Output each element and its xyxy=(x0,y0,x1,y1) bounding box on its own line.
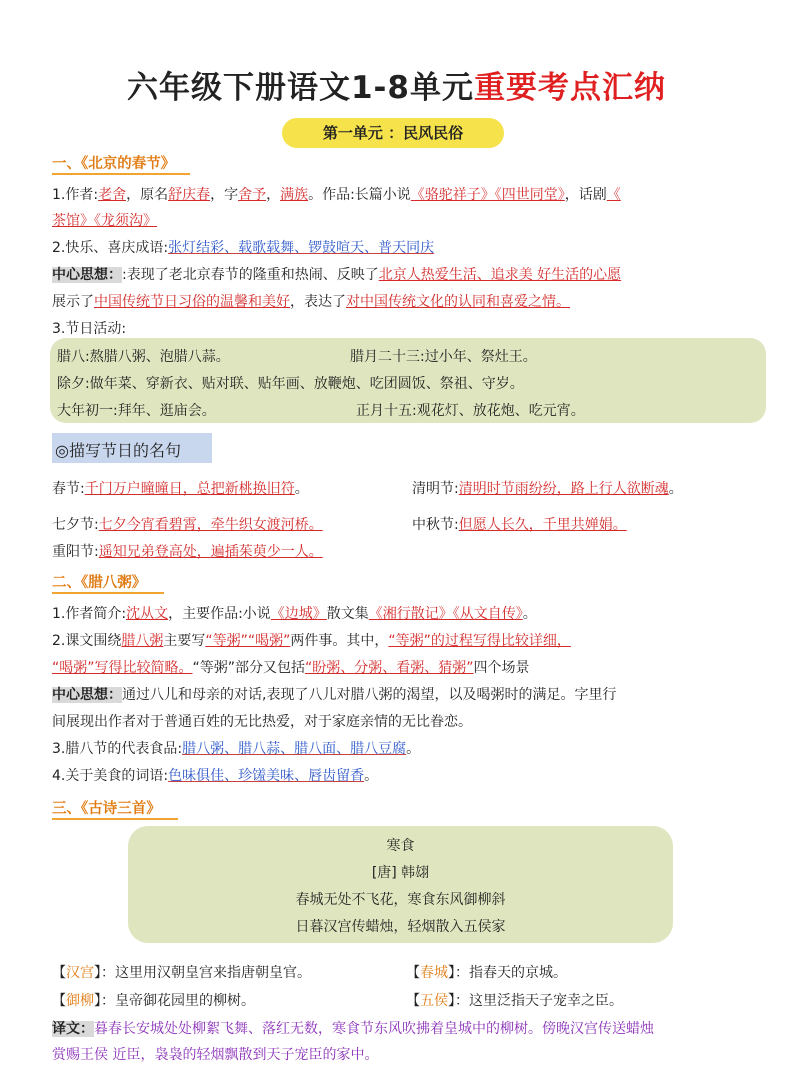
unit-badge: 第一单元 ：民风民俗 xyxy=(282,118,504,148)
activity-yuanxiao: 正月十五:观花灯、放花炮、吃元宵。 xyxy=(356,403,585,419)
s1-line3: 2.快乐、喜庆成语:张灯结彩、载歌载舞、锣鼓喧天、普天同庆 xyxy=(52,240,435,256)
s2-line2: 2.课文围绕腊八粥主要写“等粥”“喝粥”两件事。其中，“等粥”的过程写得比较详细， xyxy=(52,633,571,649)
quotes-heading: ◎描写节日的名句 xyxy=(55,441,181,460)
quote-qingming: 清明节:清明时节雨纷纷，路上行人欲断魂。 xyxy=(412,481,683,497)
poem-line: 春城无处不飞花，寒食东风御柳斜 xyxy=(295,892,506,908)
s1-line1: 1.作者:老舍，原名舒庆春，字舍予，满族。作品:长篇小说《骆驼祥子》《四世同堂》，话剧《 xyxy=(52,187,621,203)
s1-line2: 茶馆》《龙须沟》 xyxy=(52,213,157,229)
note-wuhou: 【五侯】：这里泛指天子宠幸之臣。 xyxy=(406,993,623,1009)
note-yuliu: 【御柳】：皇帝御花园里的柳树。 xyxy=(52,993,255,1009)
s2-line7: 4.关于美食的词语:色味俱佳、珍馐美味、唇齿留香。 xyxy=(52,768,379,784)
s2-line5: 间展现出作者对于普通百姓的无比热爱，对于家庭亲情的无比眷恋。 xyxy=(52,714,472,730)
s2-line6: 3.腊八节的代表食品:腊八粥、腊八蒜、腊八面、腊八豆腐。 xyxy=(52,741,421,757)
activity-chuyi: 大年初一:拜年、逛庙会。 xyxy=(57,403,216,419)
section-underline xyxy=(52,818,178,820)
s2-line1: 1.作者简介:沈从文，主要作品:小说《边城》散文集《湘行散记》《从文自传》。 xyxy=(52,606,537,622)
s2-line4: 中心思想：通过八儿和母亲的对话,表现了八儿对腊八粥的渴望，以及喝粥时的满足。字里行 xyxy=(52,687,617,703)
poem-line: 日暮汉宫传蜡烛，轻烟散入五侯家 xyxy=(295,919,506,935)
quote-qixi: 七夕节:七夕今宵看碧霄，牵牛织女渡河桥。 xyxy=(52,517,323,533)
s2-line3: “喝粥”写得比较简略。“等粥”部分又包括“盼粥、分粥、看粥、猜粥”四个场景 xyxy=(52,660,530,676)
translation-line2: 赏赐王侯 近臣，袅袅的轻烟飘散到天子宠臣的家中。 xyxy=(52,1047,379,1063)
translation-line1: 译文：暮春长安城处处柳絮飞舞、落红无数，寒食节东风吹拂着皇城中的柳树。傍晚汉宫传送蜡烛 xyxy=(52,1021,654,1037)
page-title: 六年级下册语文1-8单元重要考点汇纳 xyxy=(126,70,666,106)
quote-chongyang: 重阳节:遥知兄弟登高处，遍插茱萸少一人。 xyxy=(52,544,323,560)
poem-author: [唐] 韩翃 xyxy=(371,865,430,881)
s1-line5: 展示了中国传统节日习俗的温馨和美好，表达了对中国传统文化的认同和喜爱之情。 xyxy=(52,294,570,310)
activity-chuxi: 除夕:做年菜、穿新衣、贴对联、贴年画、放鞭炮、吃团圆饭、祭祖、守岁。 xyxy=(57,376,524,392)
section-heading: 二、《腊八粥》 xyxy=(52,575,147,591)
section-heading: 三、《古诗三首》 xyxy=(52,801,161,817)
poem-title: 寒食 xyxy=(386,838,415,854)
section-heading: 一、《北京的春节》 xyxy=(52,156,176,172)
quote-spring: 春节:千门万户曈曈日，总把新桃换旧符。 xyxy=(52,481,309,497)
section-underline xyxy=(52,173,190,175)
activity-laba: 腊八:熬腊八粥、泡腊八蒜。 xyxy=(57,349,230,365)
note-chuncheng: 【春城】：指春天的京城。 xyxy=(406,965,567,981)
section-underline xyxy=(52,592,164,594)
activity-xiaonian: 腊月二十三:过小年、祭灶王。 xyxy=(350,349,537,365)
s1-line4: 中心思想：:表现了老北京春节的隆重和热闹、反映了北京人热爱生活、追求美 好生活的心愿 xyxy=(52,267,622,283)
note-hangong: 【汉宫】：这里用汉朝皇宫来指唐朝皇官。 xyxy=(52,965,311,981)
quote-midautumn: 中秋节:但愿人长久，千里共婵娟。 xyxy=(412,517,627,533)
s1-line6: 3.节日活动: xyxy=(52,321,127,337)
